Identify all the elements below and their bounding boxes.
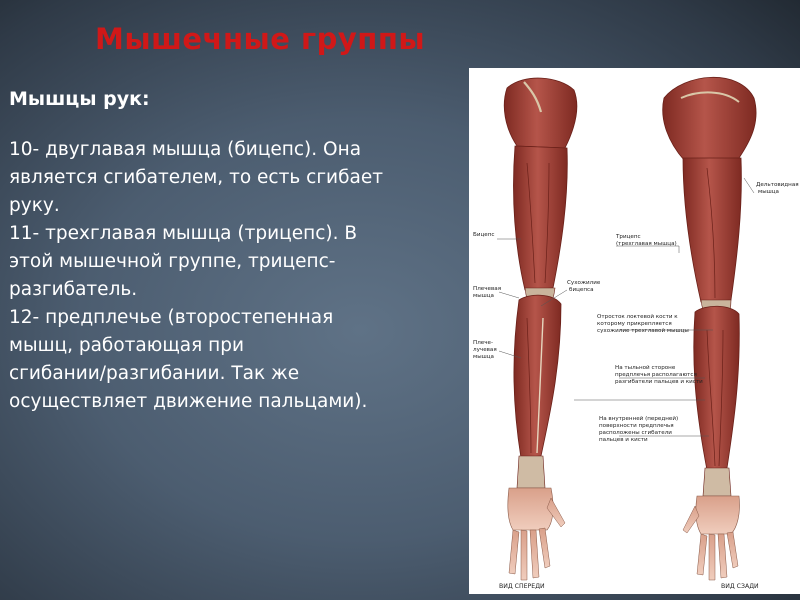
label-brachialis-2: мышца (473, 293, 494, 299)
label-brachialis-1: Плечевая (473, 286, 502, 292)
label-olecranon-3: сухожилие трехглавой мышцы (597, 328, 689, 334)
front-arm-drawing (504, 78, 577, 580)
slide-title: Мышечные группы (95, 22, 426, 56)
label-tendon-1: Сухожилие (567, 280, 601, 286)
label-inner-2: поверхности предплечья (599, 423, 674, 429)
label-brachioradialis-3: мышца (473, 354, 494, 360)
label-olecranon-2: которому прикрепляется (597, 321, 672, 327)
slide-body (9, 88, 479, 416)
label-inner-4: пальцев и кисти (599, 437, 648, 443)
label-dorsal-2: предплечья располагаются (615, 372, 697, 378)
label-inner-3: расположены сгибатели (599, 430, 672, 436)
label-brachioradialis-2: лучевая (473, 347, 497, 353)
label-olecranon-1: Отросток локтевой кости к (597, 314, 678, 320)
label-inner-1: На внутренней (передней) (599, 416, 679, 422)
label-back-view: ВИД СЗАДИ (721, 583, 759, 590)
label-triceps-2: (трехглавая мышца) (616, 241, 677, 247)
label-deltoid-1: Дельтовидная (756, 182, 799, 188)
section-heading: Мышцы рук: (9, 88, 150, 110)
label-dorsal-1: На тыльной стороне (615, 365, 676, 371)
label-dorsal-3: разгибатели пальцев и кисти (615, 379, 703, 385)
label-deltoid-2: мышца (758, 189, 779, 195)
paragraph-triceps: 11- трехглавая мышца (трицепс). В этой мышечной группе, трицепс- разгибатель. (9, 223, 358, 300)
label-triceps-1: Трицепс (616, 234, 641, 240)
label-tendon-2: бицепса (569, 287, 594, 293)
label-biceps: Бицепс (473, 232, 495, 238)
paragraph-forearm: 12- предплечье (второстепенная мышц, работающая при сгибании/разгибании. Так же осуществляет движение пальцами). (9, 307, 368, 412)
label-brachioradialis-1: Плече- (473, 340, 493, 346)
label-front-view: ВИД СПЕРЕДИ (499, 583, 545, 590)
arm-muscles-illustration (469, 68, 800, 594)
paragraph-biceps: 10- двуглавая мышца (бицепс). Она является сгибателем, то есть сгибает руку. (9, 139, 383, 216)
